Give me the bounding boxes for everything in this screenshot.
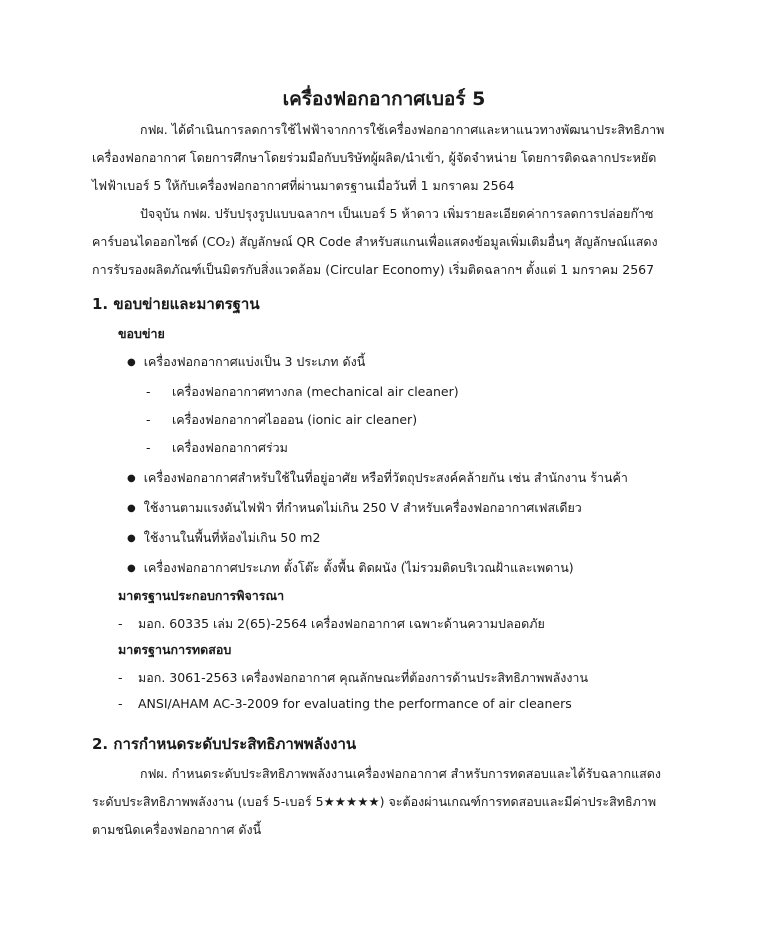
intro-p1-line: ไฟฟ้าเบอร์ 5 ให้กับเครื่องฟอกอากาศที่ผ่านมาตรฐานเมื่อวันที่ 1 มกราคม 2564 [92,178,515,193]
scope-bullet: ● เครื่องฟอกอากาศสำหรับใช้ในที่อยู่อาศัย หรือที่วัตถุประสงค์คล้ายกัน เช่น สำนักงาน ร้านค้า [127,468,628,488]
scope-bullet: ● ใช้งานตามแรงดันไฟฟ้า ที่กำหนดไม่เกิน 250 V สำหรับเครื่องฟอกอากาศเฟสเดียว [127,498,582,518]
scope-bullet: ● ใช้งานในพื้นที่ห้องไม่เกิน 50 m2 [127,528,320,548]
section-2-line: กฟผ. กำหนดระดับประสิทธิภาพพลังงานเครื่องฟอกอากาศ สำหรับการทดสอบและได้รับฉลากแสดง [140,766,662,781]
std-test-heading: มาตรฐานการทดสอบ [118,642,232,657]
intro-paragraph-2 [92,200,692,284]
intro-paragraph-1 [92,116,692,200]
intro-p2-line: คาร์บอนไดออกไซด์ (CO₂) สัญลักษณ์ QR Code สำหรับสแกนเพื่อแสดงข้อมูลเพิ่มเติมอื่นๆ สัญลักษณ์แสดง [92,234,658,249]
section-2-heading: 2. การกำหนดระดับประสิทธิภาพพลังงาน [92,735,357,753]
std-consider-item: - มอก. 60335 เล่ม 2(65)-2564 เครื่องฟอกอากาศ เฉพาะด้านความปลอดภัย [118,614,545,634]
type-item: - เครื่องฟอกอากาศทางกล (mechanical air cleaner) [146,382,459,402]
type-item: - เครื่องฟอกอากาศไอออน (ionic air cleaner) [146,410,417,430]
bullet-types: ● เครื่องฟอกอากาศแบ่งเป็น 3 ประเภท ดังนี้ [127,352,365,372]
intro-p1-line: เครื่องฟอกอากาศ โดยการศึกษาโดยร่วมมือกับบริษัทผู้ผลิต/นำเข้า, ผู้จัดจำหน่าย โดยการติดฉลากประหยัด [92,150,657,165]
type-item: - เครื่องฟอกอากาศร่วม [146,438,288,458]
section-1-heading: 1. ขอบข่ายและมาตรฐาน [92,295,260,313]
page-title: เครื่องฟอกอากาศเบอร์ 5 [282,88,486,110]
scope-bullet: ● เครื่องฟอกอากาศประเภท ตั้งโต๊ะ ตั้งพื้น ติดผนัง (ไม่รวมติดบริเวณฝ้าและเพดาน) [127,558,574,578]
section-2-paragraph [92,760,692,844]
intro-p2-line: ปัจจุบัน กฟผ. ปรับปรุงรูปแบบฉลากฯ เป็นเบอร์ 5 ห้าดาว เพิ่มรายละเอียดค่าการลดการปล่อยก๊าซ [140,206,654,221]
intro-p2-line: การรับรองผลิตภัณฑ์เป็นมิตรกับสิ่งแวดล้อม (Circular Economy) เริ่มติดฉลากฯ ตั้งแต่ 1 มกราคม 2567 [92,262,655,277]
scope-heading: ขอบข่าย [118,326,165,341]
section-2-line: ตามชนิดเครื่องฟอกอากาศ ดังนี้ [92,822,262,837]
std-consider-heading: มาตรฐานประกอบการพิจารณา [118,588,285,603]
std-test-item: - ANSI/AHAM AC-3-2009 for evaluating the performance of air cleaners [118,696,572,711]
intro-p1-line: กฟผ. ได้ดำเนินการลดการใช้ไฟฟ้าจากการใช้เครื่องฟอกอากาศและหาแนวทางพัฒนาประสิทธิภาพ [140,122,665,137]
std-test-item: - มอก. 3061-2563 เครื่องฟอกอากาศ คุณลักษณะที่ต้องการด้านประสิทธิภาพพลังงาน [118,668,588,688]
section-2-line: ระดับประสิทธิภาพพลังงาน (เบอร์ 5-เบอร์ 5★★★★★) จะต้องผ่านเกณฑ์การทดสอบและมีค่าประสิทธิภาพ [92,794,657,809]
